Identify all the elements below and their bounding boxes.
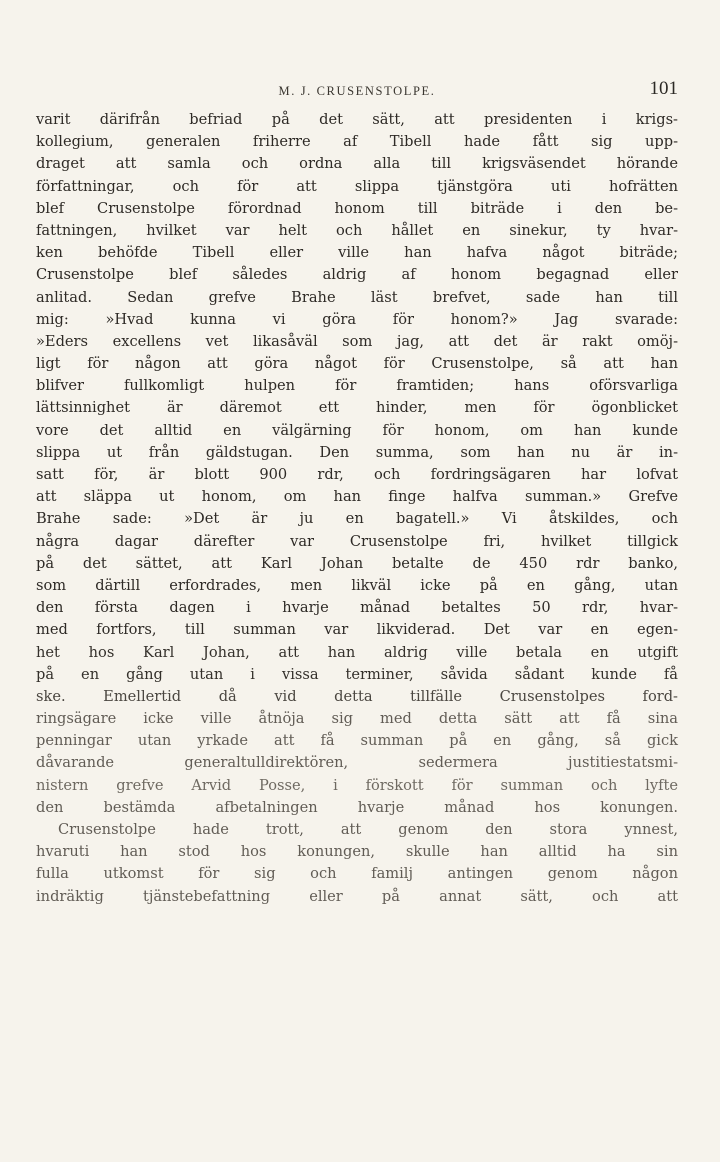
text-line: på en gång utan i vissa terminer, såvida sådant kunde få	[36, 665, 678, 683]
running-title: M. J. CRUSENSTOLPE.	[278, 84, 436, 98]
text-line: författningar, och för att slippa tjänstgöra uti hofrätten	[36, 177, 678, 195]
text-line: ringsägare icke ville åtnöja sig med detta sätt att få sina	[36, 710, 678, 728]
text-line: het hos Karl Johan, att han aldrig ville betala en utgift	[36, 643, 678, 661]
text-line: slippa ut från gäldstugan. Den summa, som han nu är in-	[36, 443, 678, 461]
text-line: indräktig tjänstebefattning eller på annat sätt, och att	[36, 887, 678, 905]
text-line: fulla utkomst för sig och familj antingen genom någon	[36, 865, 678, 883]
text-line: den bestämda afbetalningen hvarje månad hos konungen.	[36, 798, 678, 816]
text-line: några dagar därefter var Crusenstolpe fri, hvilket tillgick	[36, 532, 678, 550]
text-line: Brahe sade: »Det är ju en bagatell.» Vi åtskildes, och	[36, 510, 678, 528]
text-line: vore det alltid en välgärning för honom, om han kunde	[36, 421, 678, 439]
text-line: blef Crusenstolpe förordnad honom till biträde i den be-	[36, 199, 678, 217]
text-line: ligt för någon att göra något för Crusenstolpe, så att han	[36, 355, 678, 373]
text-line: som därtill erfordrades, men likväl icke på en gång, utan	[36, 576, 678, 594]
text-line: ken behöfde Tibell eller ville han hafva något biträde;	[36, 244, 678, 262]
text-line: ske. Emellertid då vid detta tillfälle Crusenstolpes ford-	[36, 687, 678, 705]
text-line: blifver fullkomligt hulpen för framtiden; hans oförsvarliga	[36, 377, 678, 395]
text-line: satt för, är blott 900 rdr, och fordringsägaren har lofvat	[36, 466, 678, 483]
text-line: dåvarande generaltulldirektören, sedermera justitiestatsmi-	[36, 754, 678, 772]
text-line: hvaruti han stod hos konungen, skulle han alltid ha sin	[36, 843, 678, 861]
text-line: Crusenstolpe hade trott, att genom den stora ynnest,	[58, 821, 678, 838]
text-line: kollegium, generalen friherre af Tibell hade fått sig upp-	[36, 133, 678, 151]
text-line: anlitad. Sedan grefve Brahe läst brefvet, sade han till	[36, 288, 678, 306]
text-line: den första dagen i hvarje månad betaltes 50 rdr, hvar-	[36, 599, 678, 617]
text-line: att släppa ut honom, om han finge halfva summan.» Grefve	[36, 488, 678, 506]
text-line: på det sättet, att Karl Johan betalte de 450 rdr banko,	[36, 554, 678, 572]
text-line: Crusenstolpe blef således aldrig af honom begagnad eller	[36, 266, 678, 284]
page-number: 101	[649, 78, 678, 99]
text-line: med fortfors, till summan var likviderad. Det var en egen-	[36, 621, 678, 639]
body-text	[36, 109, 678, 908]
text-line: mig: »Hvad kunna vi göra för honom?» Jag svarade:	[36, 310, 678, 328]
text-line: lättsinnighet är däremot ett hinder, men för ögonblicket	[36, 399, 678, 417]
text-line: nistern grefve Arvid Posse, i förskott för summan och lyfte	[36, 776, 678, 794]
running-header	[36, 78, 678, 102]
text-line: fattningen, hvilket var helt och hållet en sinekur, ty hvar-	[36, 221, 678, 239]
text-line: draget att samla och ordna alla till krigsväsendet hörande	[36, 155, 678, 173]
text-line: penningar utan yrkade att få summan på en gång, så gick	[36, 732, 678, 750]
text-line: varit därifrån befriad på det sätt, att presidenten i krigs-	[36, 111, 678, 128]
text-line: »Eders excellens vet likasåväl som jag, att det är rakt omöj-	[36, 332, 678, 350]
